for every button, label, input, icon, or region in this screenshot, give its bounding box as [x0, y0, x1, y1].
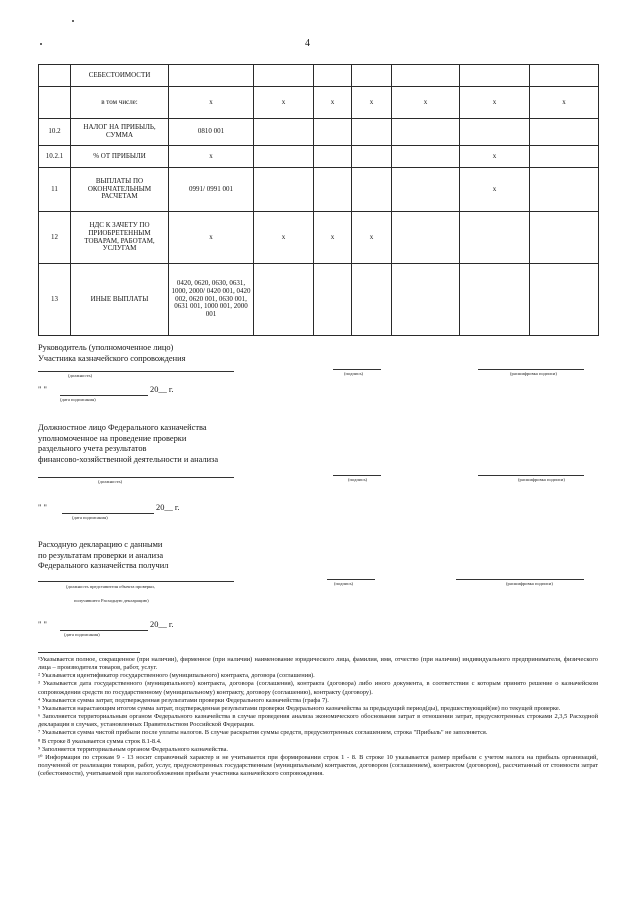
- row-code-cell: 13: [39, 264, 71, 336]
- footnote: ⁹ Заполняется территориальным органом Федерального казначейства.: [38, 745, 229, 753]
- position-caption: (должность представителя объекта проверки,: [66, 584, 155, 589]
- position-caption: (должность): [68, 373, 93, 378]
- receipt-title: Расходную декларацию с данными по результатам проверки и анализа Федерального казначейства получил: [38, 540, 169, 571]
- value-cell: [314, 264, 352, 336]
- table-row: [39, 146, 599, 168]
- date-caption: (дата подписания): [72, 515, 108, 520]
- value-cell: [460, 264, 530, 336]
- row-code-cell: [39, 87, 71, 119]
- value-cell: [352, 168, 392, 212]
- value-cell: x: [254, 87, 314, 119]
- value-cell: [254, 119, 314, 146]
- signature-line: [327, 579, 375, 580]
- date-line: [60, 395, 148, 396]
- date-line: [60, 630, 148, 631]
- row-label-cell: НАЛОГ НА ПРИБЫЛЬ, СУММА: [71, 119, 169, 146]
- row-code-cell: [39, 65, 71, 87]
- row-line-code-cell: x: [169, 146, 254, 168]
- value-cell: [392, 212, 460, 264]
- date-line: [62, 513, 154, 514]
- table-row: [39, 119, 599, 146]
- scan-mark: [40, 43, 42, 45]
- value-cell: [254, 264, 314, 336]
- footnote: ⁸ В строке 8 указывается сумма строк 8.1-8.4.: [38, 737, 162, 745]
- date-quotes: " ": [38, 385, 47, 394]
- position-caption: получившего Расходную декларацию): [74, 598, 149, 603]
- value-cell: [530, 168, 599, 212]
- date-year: 20__ г.: [150, 620, 174, 629]
- decode-line: [456, 579, 584, 580]
- date-year: 20__ г.: [150, 385, 174, 394]
- position-line: [38, 581, 234, 582]
- footnote: ⁷ Указывается сумма чистой прибыли после уплаты налогов. В случае раскрытия суммы средств, предусмотренных соглашением, строка "Прибыль" не заполняется.: [38, 729, 488, 737]
- value-cell: x: [352, 87, 392, 119]
- value-cell: [530, 146, 599, 168]
- date-quotes: " ": [38, 620, 47, 629]
- table-row: [39, 264, 599, 336]
- decode-caption: (расшифровка подписи): [506, 581, 553, 586]
- value-cell: [530, 65, 599, 87]
- value-cell: x: [460, 87, 530, 119]
- signature-line: [333, 475, 381, 476]
- table-row: [39, 65, 599, 87]
- footnote: ¹Указывается полное, сокращенное (при наличии), фирменное (при наличии) наименование юридического лица, фамилия, имя, отчество (при наличии) индивидуального предпринимателя, физического лица – производителя товаров, работ, услуг.: [38, 656, 598, 672]
- row-line-code-cell: [169, 65, 254, 87]
- table-row: [39, 212, 599, 264]
- footnote: ¹⁰ Информация по строкам 9 - 13 носит справочный характер и не учитывается при формировании строк 1 - 8. В строке 10 указывается размер прибыли с учетом налога на прибыль организаций, полученной от реализации товаров, работ, услуг, предусмотренных государственным (муниципальным) контрактом, договором (соглашением), контрактом (договором), рассчитанный от стоимости затрат (себестоимости), учитываемой при налогообложении прибыли участника казначейского сопровождения.: [38, 753, 598, 778]
- value-cell: x: [254, 212, 314, 264]
- row-code-cell: 10.2.1: [39, 146, 71, 168]
- treasury-official-title: Должностное лицо Федерального казначейства уполномоченное на проведение проверки раздельного учета результатов финансово-хозяйственной деятельности и анализа: [38, 423, 219, 464]
- row-line-code-cell: 0420, 0620, 0630, 0631, 1000, 2000/ 0420 001, 0420 002, 0620 001, 0630 001, 0631 001, 1000 001, 2000 001: [169, 264, 254, 336]
- value-cell: x: [314, 87, 352, 119]
- date-caption: (дата подписания): [64, 632, 100, 637]
- value-cell: [530, 119, 599, 146]
- value-cell: [352, 119, 392, 146]
- value-cell: x: [352, 212, 392, 264]
- value-cell: [460, 212, 530, 264]
- table-row: [39, 168, 599, 212]
- value-cell: [254, 146, 314, 168]
- footnote-divider: [38, 652, 140, 653]
- value-cell: [530, 212, 599, 264]
- row-code-cell: 11: [39, 168, 71, 212]
- value-cell: x: [460, 146, 530, 168]
- position-line: [38, 477, 234, 478]
- value-cell: [352, 65, 392, 87]
- position-line: [38, 371, 234, 372]
- footnotes: [38, 656, 598, 778]
- decode-caption: (расшифровка подписи): [510, 371, 557, 376]
- value-cell: [392, 264, 460, 336]
- head-signature-title: Руководитель (уполномоченное лицо) Участника казначейского сопровождения: [38, 343, 186, 363]
- value-cell: [392, 119, 460, 146]
- row-line-code-cell: 0991/ 0991 001: [169, 168, 254, 212]
- scan-mark: [72, 20, 74, 22]
- decode-line: [478, 369, 584, 370]
- value-cell: [352, 264, 392, 336]
- date-quotes: " ": [38, 503, 47, 512]
- footnote: ² Указывается идентификатор государственного (муниципального) контракта, договора (соглашения).: [38, 672, 315, 680]
- row-code-cell: 12: [39, 212, 71, 264]
- footnote: ⁶ Заполняется территориальным органом Федерального казначейства в случае проведения анализа экономического обоснования затрат в отношении затрат, предусмотренных строками 2,3,5 Расходной декларации в случаях, установленных Правительством Российской Федерации.: [38, 713, 598, 729]
- row-label-cell: ИНЫЕ ВЫПЛАТЫ: [71, 264, 169, 336]
- value-cell: [254, 168, 314, 212]
- value-cell: [314, 65, 352, 87]
- footnote: ³ Указывается дата государственного (муниципального) контракта, договора (соглашения), контракта (договора) либо иного документа, в соответствии с которым принято решение о казначейском сопровождении средств по государственному (муниципальному) контракту, договору (соглашению), контракту (договору).: [38, 680, 598, 696]
- date-year: 20__ г.: [156, 503, 180, 512]
- position-caption: (должность): [98, 479, 123, 484]
- row-label-cell: % ОТ ПРИБЫЛИ: [71, 146, 169, 168]
- decode-line: [478, 475, 584, 476]
- row-label-cell: ВЫПЛАТЫ ПО ОКОНЧАТЕЛЬНЫМ РАСЧЕТАМ: [71, 168, 169, 212]
- value-cell: x: [530, 87, 599, 119]
- signature-caption: (подпись): [344, 371, 364, 376]
- value-cell: [314, 168, 352, 212]
- value-cell: x: [460, 168, 530, 212]
- page-number: 4: [305, 38, 310, 49]
- row-line-code-cell: x: [169, 212, 254, 264]
- value-cell: [392, 168, 460, 212]
- row-label-cell: в том числе:: [71, 87, 169, 119]
- signature-caption: (подпись): [334, 581, 354, 586]
- row-code-cell: 10.2: [39, 119, 71, 146]
- value-cell: [254, 65, 314, 87]
- value-cell: [460, 119, 530, 146]
- footnote: ⁵ Указывается нарастающим итогом сумма затрат, подтвержденная результатами проверки Федерального казначейства за предыдущий период(ды), предшествующий(ие) по текущей проверке.: [38, 704, 561, 712]
- row-label-cell: НДС К ЗАЧЕТУ ПО ПРИОБРЕТЕННЫМ ТОВАРАМ, РАБОТАМ, УСЛУГАМ: [71, 212, 169, 264]
- signature-caption: (подпись): [348, 477, 368, 482]
- value-cell: [530, 264, 599, 336]
- decode-caption: (расшифровка подписи): [518, 477, 565, 482]
- row-line-code-cell: x: [169, 87, 254, 119]
- value-cell: [392, 65, 460, 87]
- value-cell: [314, 146, 352, 168]
- expense-table: [38, 64, 599, 336]
- row-line-code-cell: 0810 001: [169, 119, 254, 146]
- footnote: ⁴ Указывается сумма затрат, подтвержденная результатами проверки Федерального казначейства (графа 7).: [38, 696, 329, 704]
- value-cell: [392, 146, 460, 168]
- value-cell: x: [392, 87, 460, 119]
- value-cell: [460, 65, 530, 87]
- value-cell: [314, 119, 352, 146]
- value-cell: x: [314, 212, 352, 264]
- row-label-cell: СЕБЕСТОИМОСТИ: [71, 65, 169, 87]
- date-caption: (дата подписания): [60, 397, 96, 402]
- signature-line: [333, 369, 381, 370]
- table-row: [39, 87, 599, 119]
- value-cell: [352, 146, 392, 168]
